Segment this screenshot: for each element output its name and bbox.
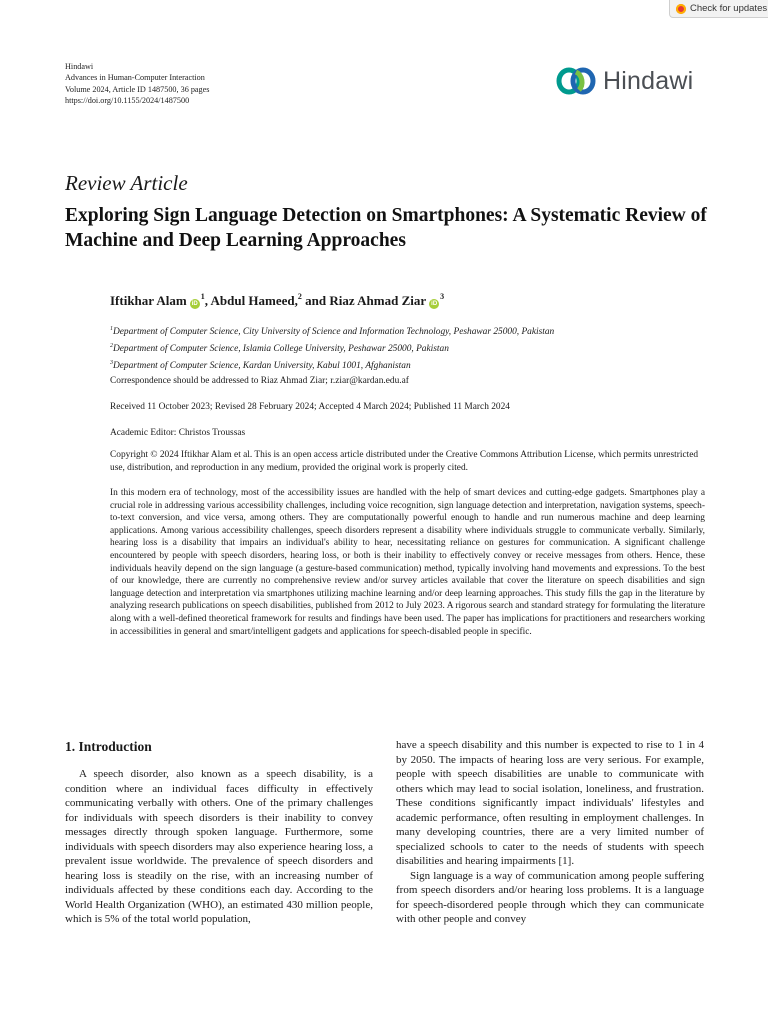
- crossmark-icon: [676, 4, 686, 14]
- affiliation-line: [110, 356, 554, 373]
- affiliation-number: 3: [110, 360, 113, 366]
- academic-editor: Academic Editor: Christos Troussas: [110, 428, 246, 438]
- journal-name: Advances in Human-Computer Interaction: [65, 73, 205, 83]
- volume-info: Volume 2024, Article ID 1487500, 36 pages: [65, 84, 210, 94]
- journal-info: [65, 61, 209, 107]
- affiliation-marker: 3: [440, 292, 445, 301]
- body-paragraph: A speech disorder, also known as a speech disability, is a condition where an individual faces difficulty in effectively communicating verbally with others. One of the primary challenges for individuals with speech disorders is their inability to convey messages directly through spoken language. Furthermore, some individuals with speech disorders may also experience hearing loss, a prevalent issue worldwide. The prevalence of speech disorders and hearing loss is steadily on the rise, with an increasing number of individuals affected by these conditions each day. According to the World Health Organization (WHO), an estimated 430 million people, which is 5% of the total world population,: [65, 768, 373, 925]
- author-name[interactable]: Abdul Hameed,: [210, 293, 298, 308]
- hindawi-logo: [556, 61, 708, 101]
- affiliation-text: Department of Computer Science, City University of Science and Information Technology, Peshawar 25000, Pakistan: [113, 327, 555, 337]
- orcid-icon[interactable]: iD: [431, 301, 438, 307]
- affiliation-number: 1: [110, 326, 113, 332]
- hindawi-logo-icon: [556, 65, 596, 97]
- orcid-icon[interactable]: iD: [191, 301, 198, 307]
- affiliation-marker: 2: [297, 292, 302, 301]
- publisher-name: Hindawi: [65, 62, 94, 71]
- body-column-left: [65, 767, 373, 927]
- publication-dates: Received 11 October 2023; Revised 28 February 2024; Accepted 4 March 2024; Published 11 March 2024: [110, 402, 510, 412]
- body-column-right: [396, 738, 704, 927]
- author-list: [110, 292, 444, 309]
- author-name[interactable]: Riaz Ahmad Ziar: [329, 293, 427, 308]
- body-paragraph: have a speech disability and this number is expected to rise to 1 in 4 by 2050. The impacts of hearing loss are very serious. For example, people with speech disabilities are unable to communicate with others which may lead to social isolation, loneliness, and frustration. These conditions significantly impact individuals' lifestyles and academic performance, often resulting in employment challenges. In many developing countries, there are a very limited number of specialized schools to cater to the needs of students with speech disabilities and hearing impairments [1].: [396, 739, 704, 867]
- correspondence: Correspondence should be addressed to Riaz Ahmad Ziar; r.ziar@kardan.edu.af: [110, 376, 409, 386]
- copyright-notice: Copyright © 2024 Iftikhar Alam et al. This is an open access article distributed under the Creative Commons Attribution License, which permits unrestricted use, distribution, and reproduction in any medium, provided the original work is properly cited.: [110, 450, 699, 473]
- article-type: Review Article: [65, 171, 188, 195]
- affiliation-marker: 1: [200, 292, 205, 301]
- author-separator: and: [301, 293, 330, 308]
- affiliation-text: Department of Computer Science, Kardan University, Kabul 1001, Afghanistan: [113, 361, 411, 371]
- author-separator: ,: [204, 293, 211, 308]
- abstract: In this modern era of technology, most of the accessibility issues are handled with the help of smart devices and cutting-edge gadgets. Smartphones play a crucial role in addressing various accessibility challenges, including voice recognition, sign language detection and interpretation, navigation systems, speech-to-text conversion, and vice versa, among others. They are computationally powerful enough to handle and run numerous machine and deep learning applications. Among various accessibility challenges, speech disorders represent a disability where individuals struggle to communicate verbally. Similarly, hearing loss is a disability that impairs an individual's ability to hear, necessitating reliance on gestures for communication. A significant challenge encountered by people with speech disorders, hearing loss, or both is their inability to effectively convey or receive messages from others. Hence, these individuals heavily depend on the sign language (a gesture-based communication) method, typically involving hand movements and expressions. To the best of our knowledge, there are currently no comprehensive review and/or survey articles available that cover the literature on speech disabilities and sign language detection and interpretation via smartphones utilizing machine learning and/or deep learning approaches. This study fills the gap in the literature by analyzing research publications on speech disabilities, published from 2012 to July 2023. A rigorous search and standard strategy for formulating the literature along with a well-defined theoretical framework for results and findings have been used. The paper has implications for practitioners and researchers working in accessibilities in general and smart/intelligent gadgets and applications for speech-disabled people in specific.: [110, 488, 705, 637]
- author-name[interactable]: Iftikhar Alam: [110, 293, 187, 308]
- hindawi-wordmark: Hindawi: [603, 66, 694, 95]
- check-for-updates-label: Check for updates: [690, 3, 768, 14]
- affiliation-number: 2: [110, 343, 113, 349]
- article-title: Exploring Sign Language Detection on Smartphones: A Systematic Review of Machine and Deep Learning Approaches: [65, 205, 707, 251]
- affiliation-line: [110, 339, 554, 356]
- affiliations: [110, 322, 554, 373]
- doi-link[interactable]: https://doi.org/10.1155/2024/1487500: [65, 96, 190, 106]
- section-heading: 1. Introduction: [65, 739, 152, 754]
- affiliation-text: Department of Computer Science, Islamia College University, Peshawar 25000, Pakistan: [113, 344, 449, 354]
- body-paragraph: Sign language is a way of communication among people suffering from speech disorders and/or hearing loss problems. It is a language for speech-disordered people through which they can communicate with other people and convey: [396, 869, 704, 925]
- check-for-updates-badge[interactable]: [669, 0, 768, 18]
- affiliation-line: [110, 322, 554, 339]
